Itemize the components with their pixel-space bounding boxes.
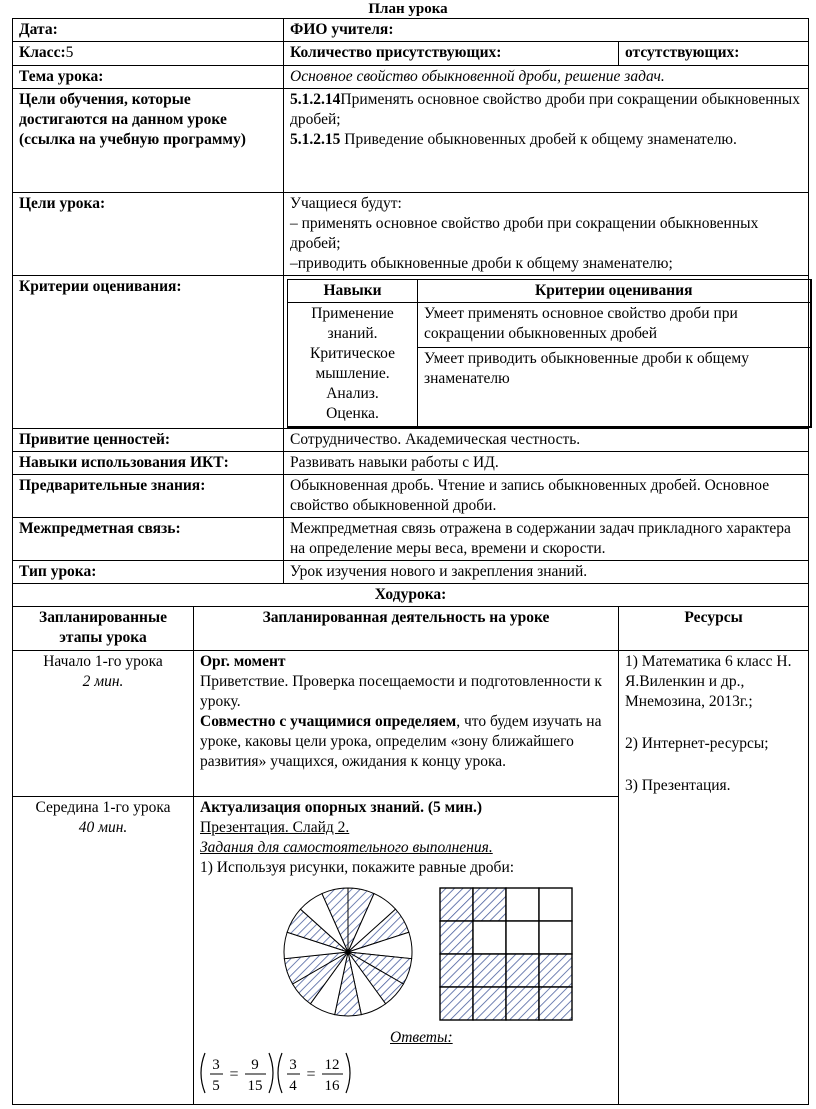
absent-label: отсутствующих:	[619, 42, 809, 66]
answers-block	[390, 1028, 612, 1048]
grid-fraction-figure	[440, 888, 572, 1020]
answer-formula	[198, 1050, 612, 1102]
ict-label: Навыки использования ИКТ:	[13, 452, 284, 475]
resource-1: 1) Математика 6 класс Н. Я.Виленкин и др., Мнемозина, 2013г.;	[625, 653, 792, 710]
date-label: Дата:	[13, 19, 284, 42]
prior-label: Предварительные знания:	[13, 475, 284, 518]
activity-1-heading: Орг. момент	[200, 653, 286, 670]
grid-cell	[440, 987, 473, 1020]
goal2-text: Приведение обыкновенных дробей к общему знаменателю.	[340, 131, 737, 148]
present-label: Количество присутствующих:	[284, 42, 619, 66]
stage-1-time: 2 мин.	[82, 673, 124, 690]
skill-line: Анализ.	[326, 385, 379, 402]
ict-value: Развивать навыки работы с ИД.	[284, 452, 809, 475]
page-title: План урока	[368, 1, 448, 17]
frac-d-num: 12	[324, 1057, 340, 1073]
grid-cell	[473, 987, 506, 1020]
grid-cell	[539, 954, 572, 987]
class-cell	[13, 42, 284, 66]
col-stages: Запланированные этапы урока	[13, 607, 194, 651]
grid-cell	[473, 888, 506, 921]
eq-sign-1: =	[229, 1066, 239, 1083]
formula-svg	[198, 1050, 358, 1096]
lesson-plan-table	[12, 18, 809, 1105]
type-value: Урок изучения нового и закрепления знаний.	[284, 561, 809, 584]
frac-b-den: 15	[247, 1078, 263, 1094]
lesson-goal-line: –приводить обыкновенные дроби к общему знаменателю;	[290, 255, 673, 272]
stage-2-time: 40 мин.	[78, 819, 128, 836]
activity-1-text: Приветствие. Проверка посещаемости и подготовленности к уроку.	[200, 673, 602, 710]
col-activity: Запланированная деятельность на уроке	[194, 607, 619, 651]
frac-d-den: 16	[324, 1078, 340, 1094]
grid-cell	[440, 954, 473, 987]
course-title: Ходурока:	[13, 584, 809, 607]
stage-1-name: Начало 1-го урока	[43, 653, 163, 670]
skills-list	[288, 303, 418, 428]
grid-cell	[473, 921, 506, 954]
skill-line: Применение	[311, 305, 394, 322]
criteria-label: Критерии оценивания:	[13, 276, 284, 429]
goal1-code: 5.1.2.14	[290, 91, 341, 108]
frac-a-num: 3	[212, 1057, 220, 1073]
grid-cell	[440, 921, 473, 954]
frac-b-num: 9	[251, 1057, 259, 1073]
skill-line: мышление.	[315, 365, 390, 382]
frac-c-num: 3	[289, 1057, 297, 1073]
goals-label: Цели обучения, которые достигаются на данном уроке (ссылка на учебную программу)	[13, 89, 284, 193]
activity-1-rest: , что будем изучать на уроке, каковы цели урока, определим «зону ближайшего развития» учащихся, ожидания к концу урока.	[200, 713, 602, 770]
grid-cell	[440, 888, 473, 921]
grid-cell	[506, 921, 539, 954]
resource-3: 3) Презентация.	[625, 777, 731, 794]
grid-cell	[473, 954, 506, 987]
lesson-goal-line: – применять основное свойство дроби при сокращении обыкновенных дробей;	[290, 215, 759, 252]
activity-2-presentation: Презентация. Слайд 2.	[200, 819, 350, 836]
frac-a-den: 5	[212, 1078, 220, 1094]
activity-1	[194, 651, 619, 797]
lesson-goal-line: Учащиеся будут:	[290, 195, 402, 212]
activity-1-paragraph	[200, 712, 612, 772]
criteria-cell	[284, 276, 809, 429]
criteria-col-skills: Навыки	[288, 280, 418, 303]
lesson-goals-label: Цели урока:	[13, 193, 284, 276]
skill-line: Оценка.	[326, 405, 379, 422]
class-label: Класс:	[19, 44, 66, 61]
criterion-2: Умеет приводить обыкновенные дроби к общему знаменателю	[418, 348, 811, 428]
activity-2-task-title: Задания для самостоятельного выполнения.	[200, 839, 493, 856]
goals-value	[284, 89, 809, 193]
topic-value: Основное свойство обыкновенной дроби, решение задач.	[284, 66, 809, 89]
criterion-1: Умеет применять основное свойство дроби при сокращении обыкновенных дробей	[418, 303, 811, 348]
stage-2	[13, 797, 194, 1105]
stage-2-name: Середина 1-го урока	[35, 799, 171, 816]
teacher-label: ФИО учителя:	[284, 19, 809, 42]
fractions-figure	[280, 884, 580, 1024]
goal2-code: 5.1.2.15	[290, 131, 341, 148]
values-label: Привитие ценностей:	[13, 429, 284, 452]
skill-line: знаний.	[327, 325, 378, 342]
activity-2-heading: Актуализация опорных знаний. (5 мин.)	[200, 799, 483, 816]
grid-cell	[506, 888, 539, 921]
skill-line: Критическое	[310, 345, 395, 362]
criteria-col-criteria: Критерии оценивания	[418, 280, 811, 303]
answers-label: Ответы:	[390, 1029, 453, 1046]
activity-2-task1: 1) Используя рисунки, покажите равные дроби:	[200, 859, 515, 876]
topic-label: Тема урока:	[13, 66, 284, 89]
type-label: Тип урока:	[13, 561, 284, 584]
lesson-goals-value	[284, 193, 809, 276]
interdisc-value: Межпредметная связь отражена в содержании задач прикладного характера на определение меры веса, времени и скорости.	[284, 518, 809, 561]
prior-value: Обыкновенная дробь. Чтение и запись обыкновенных дробей. Основное свойство обыкновенной дроби.	[284, 475, 809, 518]
grid-cell	[539, 987, 572, 1020]
stage-1	[13, 651, 194, 797]
frac-c-den: 4	[289, 1078, 297, 1094]
values-value: Сотрудничество. Академическая честность.	[284, 429, 809, 452]
activity-2	[194, 797, 619, 1105]
interdisc-label: Межпредметная связь:	[13, 518, 284, 561]
eq-sign-2: =	[306, 1066, 316, 1083]
class-value: 5	[65, 44, 74, 61]
resource-2: 2) Интернет-ресурсы;	[625, 735, 769, 752]
col-resources: Ресурсы	[619, 607, 809, 651]
grid-cell	[506, 987, 539, 1020]
resources-cell	[619, 651, 809, 1105]
criteria-table	[287, 279, 812, 428]
grid-cell	[539, 888, 572, 921]
activity-1-bold: Совместно с учащимися определяем	[200, 713, 457, 730]
grid-cell	[506, 954, 539, 987]
grid-cell	[539, 921, 572, 954]
goal1-text: Применять основное свойство дроби при сокращении обыкновенных дробей;	[290, 91, 800, 128]
circle-fraction-figure	[284, 888, 412, 1016]
